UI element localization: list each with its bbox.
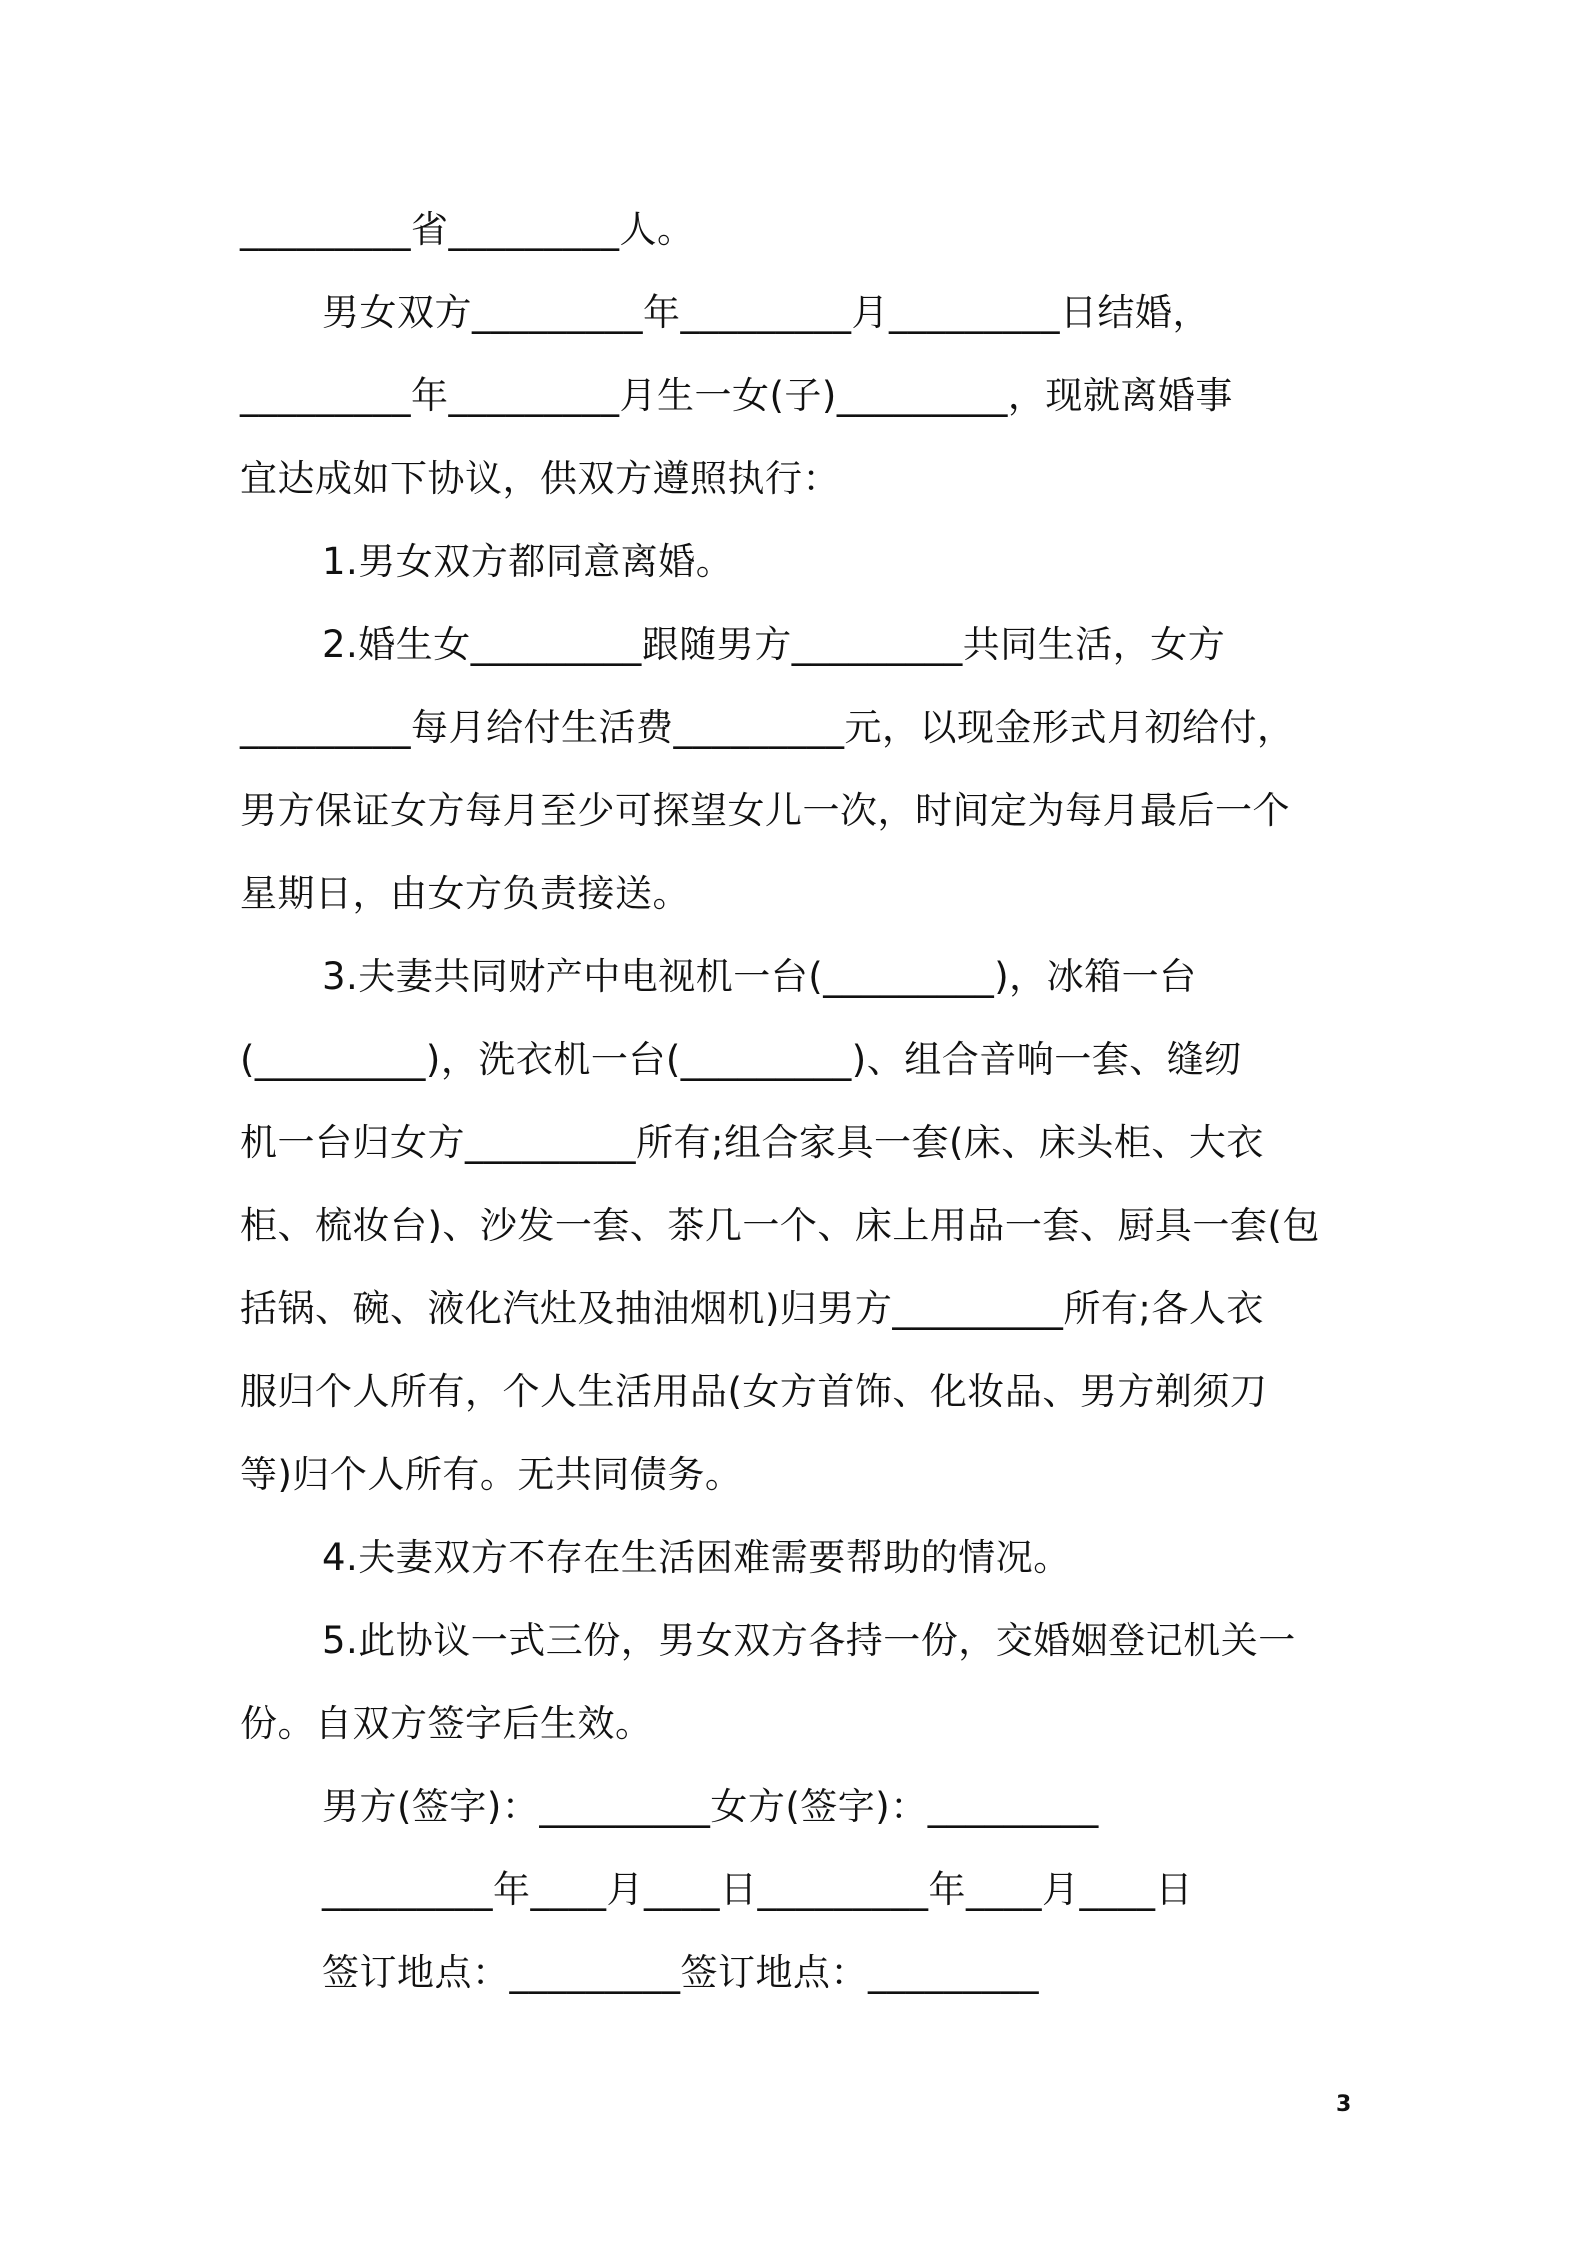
clause-2-line-3: 男方保证女方每月至少可探望女儿一次，时间定为每月最后一个 xyxy=(240,789,1290,832)
clause-2-line-4: 星期日，由女方负责接送。 xyxy=(240,872,690,915)
clause-3-line-4: 柜、梳妆台)、沙发一套、茶几一个、床上用品一套、厨具一套(包 xyxy=(240,1204,1320,1247)
clause-2-line-1: 2.婚生女_________跟随男方_________共同生活，女方 xyxy=(322,623,1226,666)
clause-3-line-1: 3.夫妻共同财产中电视机一台(_________)，冰箱一台 xyxy=(322,955,1197,998)
text-line-2: 男女双方_________年_________月_________日结婚， xyxy=(322,291,1210,334)
text-line-4: 宜达成如下协议，供双方遵照执行： xyxy=(240,457,840,500)
clause-3-line-2: (_________)，洗衣机一台(_________)、组合音响一套、缝纫 xyxy=(240,1038,1242,1081)
clause-2-line-2: _________每月给付生活费_________元，以现金形式月初给付， xyxy=(240,706,1295,749)
text-line-1: _________省_________人。 xyxy=(240,208,695,251)
page-number: 3 xyxy=(1336,2092,1352,2117)
clause-4: 4.夫妻双方不存在生活困难需要帮助的情况。 xyxy=(322,1536,1071,1579)
clause-3-line-6: 服归个人所有，个人生活用品(女方首饰、化妆品、男方剃须刀 xyxy=(240,1370,1268,1413)
location-line: 签订地点：_________签订地点：_________ xyxy=(322,1951,1039,1994)
clause-5-line-1: 5.此协议一式三份，男女双方各持一份，交婚姻登记机关一 xyxy=(322,1619,1296,1662)
clause-3-line-7: 等)归个人所有。无共同债务。 xyxy=(240,1453,743,1496)
signature-line: 男方(签字)：_________女方(签字)：_________ xyxy=(322,1785,1099,1828)
clause-3-line-3: 机一台归女方_________所有;组合家具一套(床、床头柜、大衣 xyxy=(240,1121,1264,1164)
date-line: _________年____月____日_________年____月____日 xyxy=(322,1868,1193,1911)
text-line-3: _________年_________月生一女(子)_________，现就离婚事 xyxy=(240,374,1233,417)
clause-1: 1.男女双方都同意离婚。 xyxy=(322,540,734,583)
clause-3-line-5: 括锅、碗、液化汽灶及抽油烟机)归男方_________所有;各人衣 xyxy=(240,1287,1264,1330)
clause-5-line-2: 份。自双方签字后生效。 xyxy=(240,1702,653,1745)
